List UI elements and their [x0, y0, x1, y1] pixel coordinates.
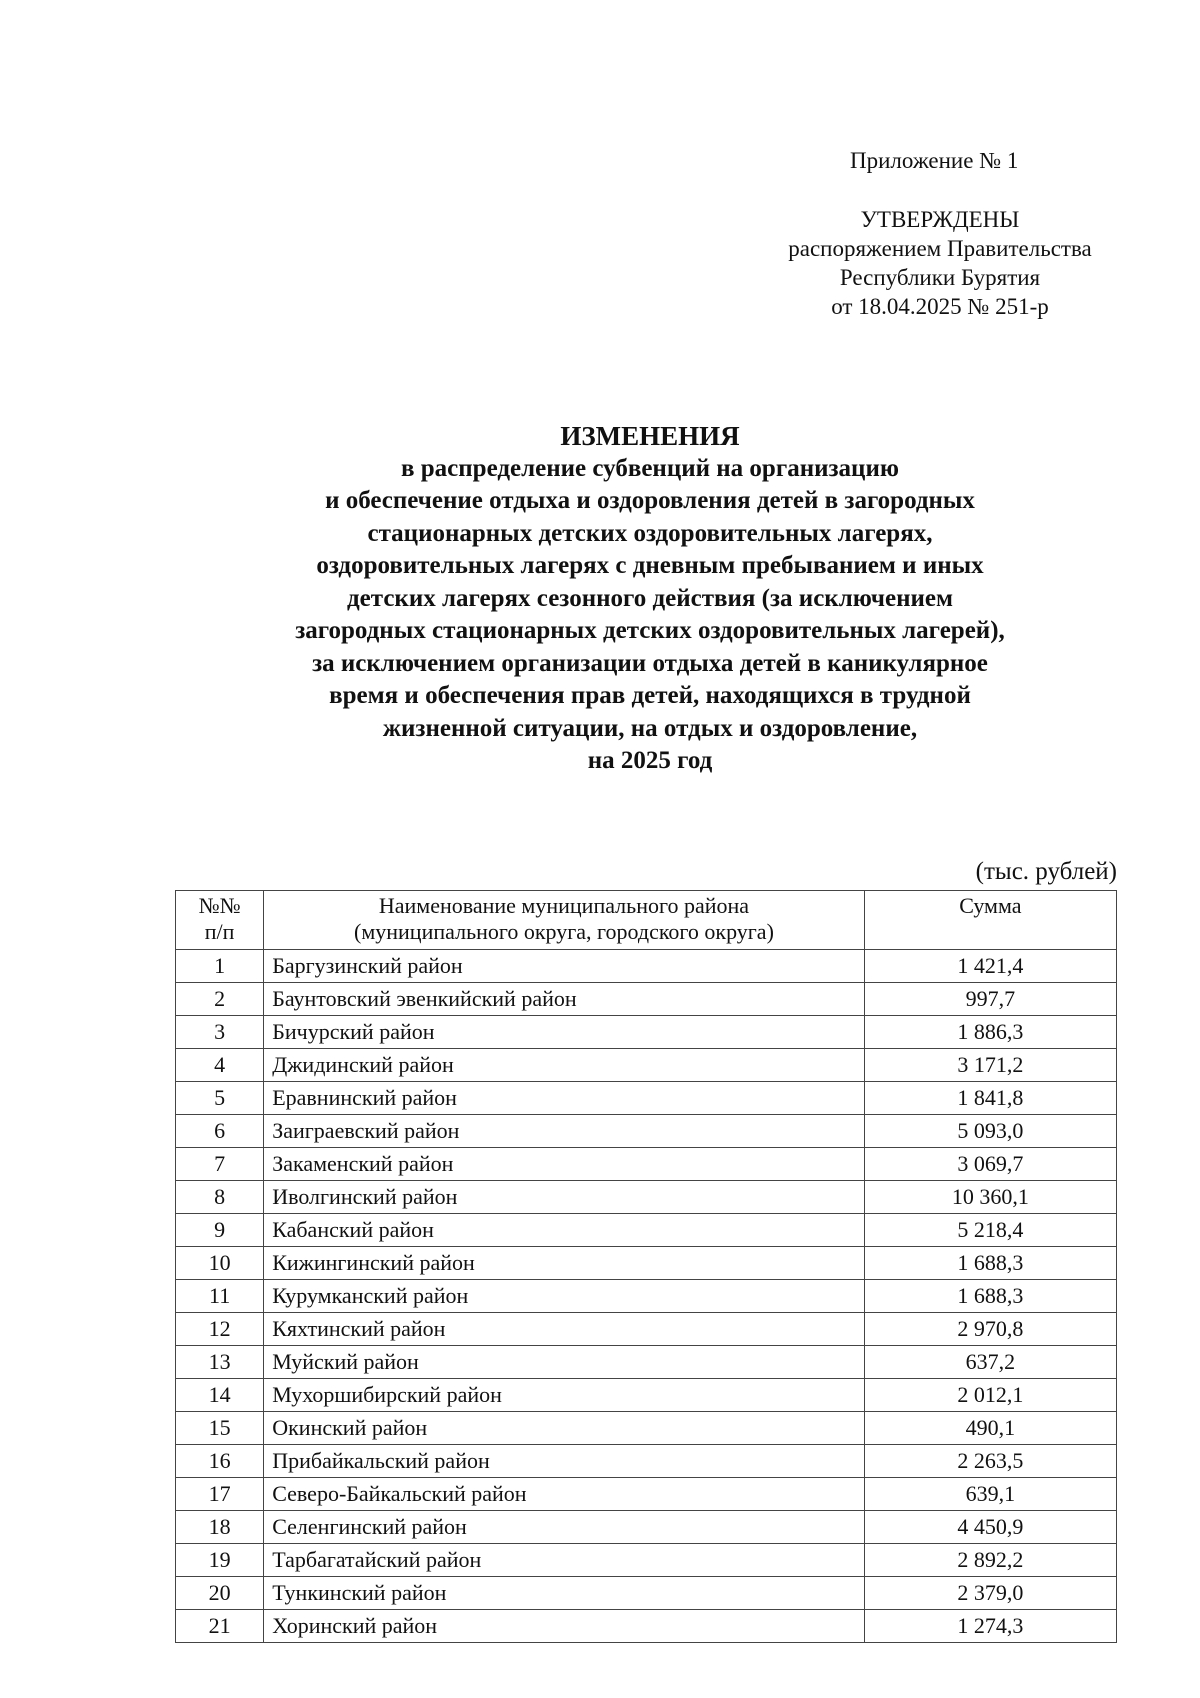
title-line: за исключением организации отдыха детей в каникулярное	[312, 649, 988, 677]
row-sum: 4 450,9	[864, 1511, 1116, 1544]
title-line: жизненной ситуации, на отдых и оздоровление,	[382, 714, 918, 742]
row-sum: 2 263,5	[864, 1445, 1116, 1478]
table-row	[176, 1445, 1117, 1478]
row-number: 14	[176, 1379, 264, 1412]
table-row	[176, 1016, 1117, 1049]
row-district-name: Кяхтинский район	[264, 1313, 864, 1346]
title-line: время и обеспечения прав детей, находящихся в трудной	[329, 682, 971, 709]
table-row	[176, 1544, 1117, 1577]
table-row	[176, 1379, 1117, 1412]
row-sum: 2 379,0	[864, 1577, 1116, 1610]
table-body	[176, 950, 1117, 1643]
units-label: (тыс. рублей)	[975, 858, 1117, 885]
table-row	[176, 983, 1117, 1016]
row-district-name: Бичурский район	[264, 1016, 864, 1049]
approved-line: Республики Бурятия	[839, 265, 1041, 290]
title-line: загородных стационарных детских оздоровительных лагерей),	[295, 617, 1005, 644]
row-number: 15	[176, 1412, 264, 1445]
header-number	[176, 891, 264, 950]
row-sum: 997,7	[864, 983, 1116, 1016]
title-line: оздоровительных лагерях с дневным пребыванием и иных	[316, 552, 984, 579]
row-number: 17	[176, 1478, 264, 1511]
row-number: 11	[176, 1280, 264, 1313]
approval-block	[760, 205, 1120, 321]
row-district-name: Хоринский район	[264, 1610, 864, 1643]
approved-heading: УТВЕРЖДЕНЫ	[860, 207, 1020, 232]
table-row	[176, 1247, 1117, 1280]
row-district-name: Северо-Байкальский район	[264, 1478, 864, 1511]
row-number: 19	[176, 1544, 264, 1577]
row-number: 3	[176, 1016, 264, 1049]
row-district-name: Селенгинский район	[264, 1511, 864, 1544]
row-district-name: Еравнинский район	[264, 1082, 864, 1115]
row-sum: 1 886,3	[864, 1016, 1116, 1049]
header-name-line1: Наименование муниципального района	[378, 893, 750, 918]
row-number: 21	[176, 1610, 264, 1643]
header-sum: Сумма	[864, 891, 1116, 950]
row-number: 20	[176, 1577, 264, 1610]
row-district-name: Закаменский район	[264, 1148, 864, 1181]
table-row	[176, 1214, 1117, 1247]
row-district-name: Кабанский район	[264, 1214, 864, 1247]
title-line: детских лагерях сезонного действия (за исключением	[346, 584, 954, 612]
table-row	[176, 950, 1117, 983]
appendix-label: Приложение № 1	[850, 148, 1019, 173]
subvention-table	[175, 890, 1117, 1643]
row-district-name: Джидинский район	[264, 1049, 864, 1082]
approved-line: распоряжением Правительства	[788, 236, 1092, 261]
row-sum: 3 069,7	[864, 1148, 1116, 1181]
row-sum: 1 274,3	[864, 1610, 1116, 1643]
document-title	[150, 420, 1150, 778]
title-line: и обеспечение отдыха и оздоровления детей в загородных	[325, 487, 975, 514]
row-district-name: Окинский район	[264, 1412, 864, 1445]
row-number: 9	[176, 1214, 264, 1247]
row-district-name: Прибайкальский район	[264, 1445, 864, 1478]
table-header-row	[176, 891, 1117, 950]
row-number: 6	[176, 1115, 264, 1148]
row-sum: 2 970,8	[864, 1313, 1116, 1346]
table-row	[176, 1412, 1117, 1445]
title-line: на 2025 год	[587, 747, 713, 774]
row-district-name: Муйский район	[264, 1346, 864, 1379]
row-number: 8	[176, 1181, 264, 1214]
table-row	[176, 1148, 1117, 1181]
table-row	[176, 1346, 1117, 1379]
table-row	[176, 1478, 1117, 1511]
header-number-line2: п/п	[204, 919, 235, 944]
row-sum: 1 688,3	[864, 1280, 1116, 1313]
row-district-name: Курумканский район	[264, 1280, 864, 1313]
row-number: 5	[176, 1082, 264, 1115]
table-row	[176, 1280, 1117, 1313]
row-sum: 10 360,1	[864, 1181, 1116, 1214]
row-sum: 3 171,2	[864, 1049, 1116, 1082]
row-sum: 637,2	[864, 1346, 1116, 1379]
table-row	[176, 1313, 1117, 1346]
row-district-name: Заиграевский район	[264, 1115, 864, 1148]
row-district-name: Баунтовский эвенкийский район	[264, 983, 864, 1016]
table-row	[176, 1577, 1117, 1610]
row-sum: 1 421,4	[864, 950, 1116, 983]
row-number: 1	[176, 950, 264, 983]
row-sum: 639,1	[864, 1478, 1116, 1511]
row-number: 12	[176, 1313, 264, 1346]
row-sum: 1 688,3	[864, 1247, 1116, 1280]
approved-date-line: от 18.04.2025 № 251-р	[831, 294, 1049, 319]
table-row	[176, 1181, 1117, 1214]
row-sum: 5 218,4	[864, 1214, 1116, 1247]
header-name-line2: (муниципального округа, городского округа)	[354, 919, 774, 944]
row-sum: 2 892,2	[864, 1544, 1116, 1577]
row-number: 13	[176, 1346, 264, 1379]
table-row	[176, 1610, 1117, 1643]
row-sum: 490,1	[864, 1412, 1116, 1445]
row-number: 18	[176, 1511, 264, 1544]
row-number: 16	[176, 1445, 264, 1478]
row-sum: 2 012,1	[864, 1379, 1116, 1412]
row-number: 4	[176, 1049, 264, 1082]
row-district-name: Кижингинский район	[264, 1247, 864, 1280]
header-number-line1: №№	[198, 893, 241, 918]
title-line: стационарных детских оздоровительных лагерях,	[367, 519, 933, 547]
row-district-name: Иволгинский район	[264, 1181, 864, 1214]
row-district-name: Мухоршибирский район	[264, 1379, 864, 1412]
row-number: 7	[176, 1148, 264, 1181]
row-district-name: Баргузинский район	[264, 950, 864, 983]
header-name	[264, 891, 864, 950]
table-row	[176, 1115, 1117, 1148]
row-number: 2	[176, 983, 264, 1016]
row-district-name: Тункинский район	[264, 1577, 864, 1610]
title-line: в распределение субвенций на организацию	[401, 454, 899, 482]
table-row	[176, 1049, 1117, 1082]
main-title: ИЗМЕНЕНИЯ	[560, 421, 740, 451]
row-district-name: Тарбагатайский район	[264, 1544, 864, 1577]
row-number: 10	[176, 1247, 264, 1280]
row-sum: 5 093,0	[864, 1115, 1116, 1148]
table-row	[176, 1511, 1117, 1544]
row-sum: 1 841,8	[864, 1082, 1116, 1115]
table-row	[176, 1082, 1117, 1115]
